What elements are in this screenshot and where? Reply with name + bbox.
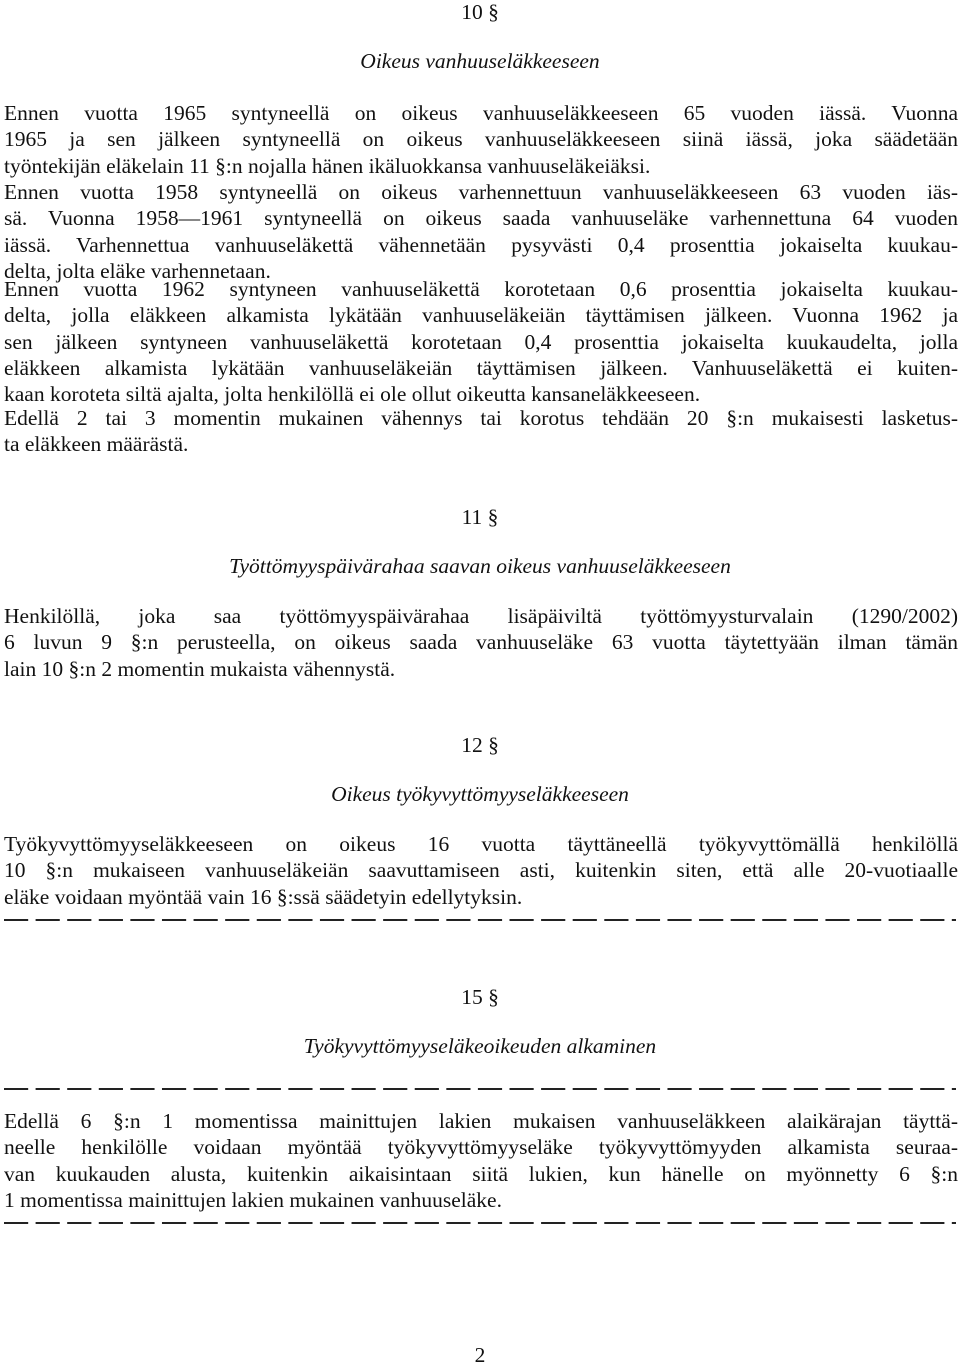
text-line: Ennen vuotta 1958 syntyneellä on oikeus varhennettuun vanhuuseläkkeeseen 63 vuoden iäs-	[4, 180, 958, 204]
section-title: Työttömyyspäivärahaa saavan oikeus vanhuuseläkkeeseen	[229, 554, 731, 578]
text-line: Ennen vuotta 1965 syntyneellä on oikeus vanhuuseläkkeeseen 65 vuoden iässä. Vuonna	[4, 101, 958, 125]
paragraph	[4, 405, 958, 458]
text-line: 1965 ja sen jälkeen syntyneellä on oikeus vanhuuseläkkeeseen siinä iässä, joka säädetään	[4, 127, 958, 152]
paragraph	[4, 603, 958, 682]
text-line: iässä. Varhennettua vanhuuseläkettä vähennetään pysyvästi 0,4 prosenttia jokaiselta kuukau-	[4, 232, 958, 257]
text-line: 10 §:n mukaiseen vanhuuseläkeiän saavuttamiseen asti, kuitenkin siten, että alle 20-vuotiaalle	[4, 858, 958, 883]
text-line: Ennen vuotta 1962 syntyneen vanhuuseläkettä korotetaan 0,6 prosenttia jokaiselta kuukau-	[4, 277, 958, 301]
page-number: 2	[474, 1343, 486, 1367]
paragraph	[4, 1108, 958, 1213]
text-line: 6 luvun 9 §:n perusteella, on oikeus saada vanhuuseläke 63 vuotta täytettyään ilman tämän	[4, 630, 958, 655]
section-title: Oikeus työkyvyttömyyseläkkeeseen	[331, 782, 629, 806]
text-line: 1 momentissa mainittujen lakien mukainen vanhuuseläke.	[4, 1187, 502, 1212]
paragraph	[4, 100, 958, 179]
text-line: delta, jolla eläkkeen alkamista lykätään vanhuuseläkeiän täyttämisen jälkeen. Vuonna 1962 ja	[4, 303, 958, 328]
text-line: ta eläkkeen määrästä.	[4, 432, 189, 457]
text-line: Työkyvyttömyyseläkkeeseen on oikeus 16 vuotta täyttäneellä työkyvyttömällä henkilöllä	[4, 832, 958, 856]
text-line: eläke voidaan myöntää vain 16 §:ssä säädetyin edellytyksin.	[4, 884, 523, 909]
paragraph	[4, 831, 958, 910]
text-line: delta, jolta eläke varhennetaan.	[4, 258, 271, 283]
omission-dashes	[4, 1222, 956, 1224]
text-line: neelle henkilölle voidaan myöntää työkyvyttömyyseläke työkyvyttömyyden alkamista seuraa-	[4, 1135, 958, 1160]
text-line: eläkkeen alkamista lykätään vanhuuseläkeiän täyttämisen jälkeen. Vanhuuseläkettä ei kuiten-	[4, 355, 958, 380]
omission-dashes	[4, 1088, 956, 1090]
section-number: 11 §	[461, 505, 499, 529]
text-line: Henkilöllä, joka saa työttömyyspäivärahaa lisäpäiviltä työttömyysturvalain (1290/2002)	[4, 604, 958, 628]
text-line: Edellä 2 tai 3 momentin mukainen vähennys tai korotus tehdään 20 §:n mukaisesti lasketus-	[4, 406, 958, 430]
omission-dashes	[4, 919, 956, 921]
text-line: Edellä 6 §:n 1 momentissa mainittujen lakien mukaisen vanhuuseläkkeen alaikärajan täyttä-	[4, 1109, 958, 1133]
section-number: 15 §	[461, 985, 499, 1009]
section-title: Työkyvyttömyyseläkeoikeuden alkaminen	[303, 1034, 657, 1058]
section-number: 12 §	[461, 733, 499, 757]
paragraph	[4, 179, 958, 284]
text-line: työntekijän eläkelain 11 §:n nojalla hänen ikäluokkansa vanhuuseläkeiäksi.	[4, 153, 651, 178]
text-line: kaan koroteta siltä ajalta, jolta henkilöllä ei ole ollut oikeutta kansaneläkkeeseen.	[4, 382, 701, 407]
text-line: sä. Vuonna 1958—1961 syntyneellä on oikeus saada vanhuuseläke varhennettuna 64 vuoden	[4, 206, 958, 231]
section-title: Oikeus vanhuuseläkkeeseen	[360, 49, 600, 73]
paragraph	[4, 276, 958, 407]
text-line: lain 10 §:n 2 momentin mukaista vähennystä.	[4, 656, 396, 681]
text-line: van kuukauden alusta, kuitenkin aikaisintaan siitä lukien, kun hänelle on myönnetty 6 §:n	[4, 1161, 958, 1186]
section-number: 10 §	[461, 0, 499, 24]
text-line: sen jälkeen syntyneen vanhuuseläkettä korotetaan 0,4 prosenttia jokaiselta kuukaudelta, jolla	[4, 329, 958, 354]
